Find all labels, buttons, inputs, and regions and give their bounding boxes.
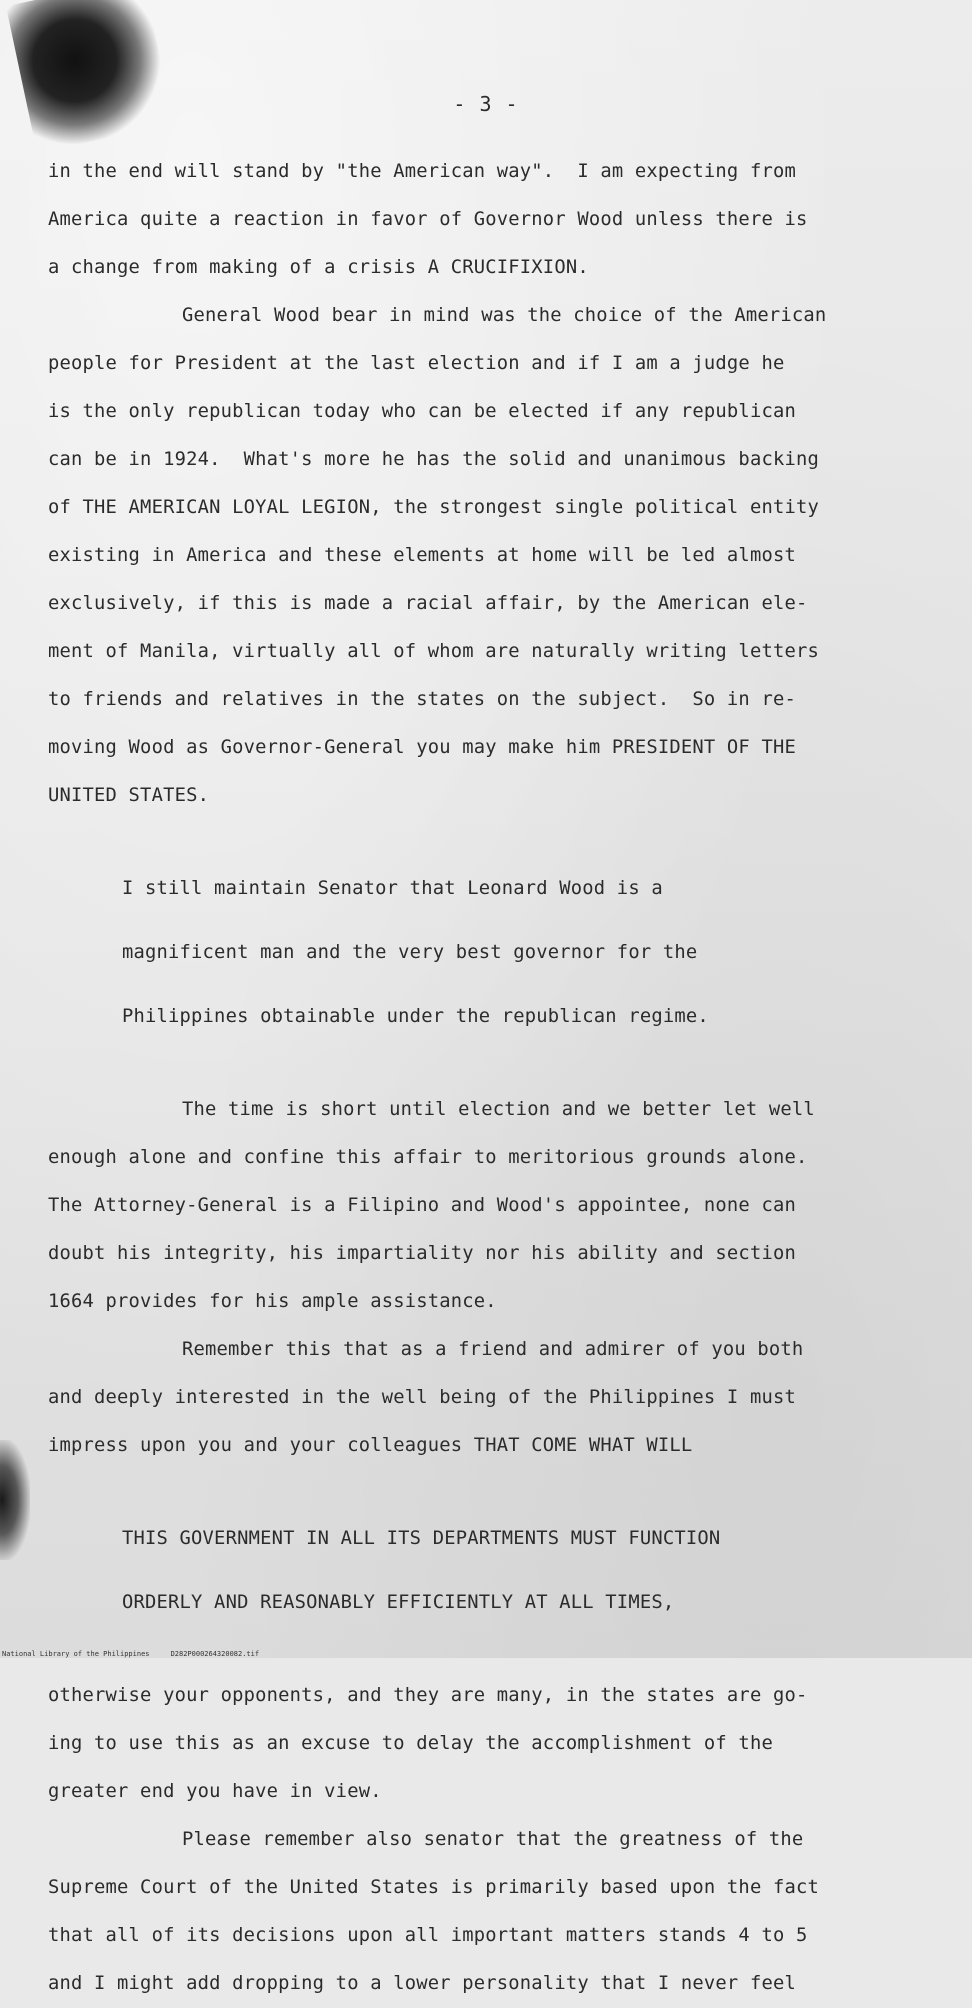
text-line: impress upon you and your colleagues THAT COME WHAT WILL [48,1435,693,1456]
page-number: - 3 - [453,92,519,116]
text-line: in the end will stand by "the American way". I am expecting from [48,161,796,182]
text-line: existing in America and these elements at home will be led almost [48,545,796,566]
spacer [48,1470,928,1486]
text-line: greater end you have in view. [48,1781,382,1802]
text-line: a change from making of a crisis A CRUCIFIXION. [48,257,589,278]
block-quote-government [48,1486,928,1656]
spacer [48,820,928,836]
text-line: can be in 1924. What's more he has the solid and unanimous backing [48,449,819,470]
text-line: exclusively, if this is made a racial affair, by the American ele- [48,593,808,614]
text-line: ing to use this as an excuse to delay the accomplishment of the [48,1733,773,1754]
spacer [48,1656,928,1672]
text-line: doubt his integrity, his impartiality nor his ability and section [48,1243,796,1264]
text-line: to friends and relatives in the states on the subject. So in re- [48,689,796,710]
text-line: America quite a reaction in favor of Governor Wood unless there is [48,209,808,230]
spacer [48,1070,928,1086]
text-line: moving Wood as Governor-General you may make him PRESIDENT OF THE [48,737,796,758]
paragraph-start: Please remember also senator that the greatness of the [182,1829,804,1850]
text-line: is the only republican today who can be elected if any republican [48,401,796,422]
text-line: of THE AMERICAN LOYAL LEGION, the strongest single political entity [48,497,819,518]
quote-line: I still maintain Senator that Leonard Wood is a [122,878,663,899]
quote-line: Philippines obtainable under the republican regime. [122,1006,709,1027]
quote-line: THIS GOVERNMENT IN ALL ITS DEPARTMENTS MUST FUNCTION [122,1528,721,1549]
text-line: people for President at the last election and if I am a judge he [48,353,785,374]
paragraph-start: Remember this that as a friend and admirer of you both [182,1339,804,1360]
block-quote-senator [48,836,928,1070]
text-line: and deeply interested in the well being of the Philippines I must [48,1387,796,1408]
ink-smudge-bottom-left [0,1440,30,1560]
text-line: enough alone and confine this affair to meritorious grounds alone. [48,1147,808,1168]
text-line: 1664 provides for his ample assistance. [48,1291,497,1312]
text-line: and I might add dropping to a lower personality that I never feel [48,1973,796,1994]
letter-body [48,148,928,2008]
text-line: Supreme Court of the United States is primarily based upon the fact [48,1877,819,1898]
text-line: otherwise your opponents, and they are many, in the states are go- [48,1685,808,1706]
text-line: that all of its decisions upon all important matters stands 4 to 5 [48,1925,808,1946]
paragraph-start: General Wood bear in mind was the choice of the American [182,305,827,326]
archive-footer: National Library of the Philippines D282P000264320082.tif [2,1650,260,1658]
text-line: The Attorney-General is a Filipino and Wood's appointee, none can [48,1195,796,1216]
quote-line: magnificent man and the very best governor for the [122,942,698,963]
text-line: UNITED STATES. [48,785,210,806]
text-line: ment of Manila, virtually all of whom are naturally writing letters [48,641,819,662]
quote-line: ORDERLY AND REASONABLY EFFICIENTLY AT ALL TIMES, [122,1592,675,1613]
ink-smudge-top-left [6,0,174,153]
paragraph-start: The time is short until election and we better let well [182,1099,815,1120]
